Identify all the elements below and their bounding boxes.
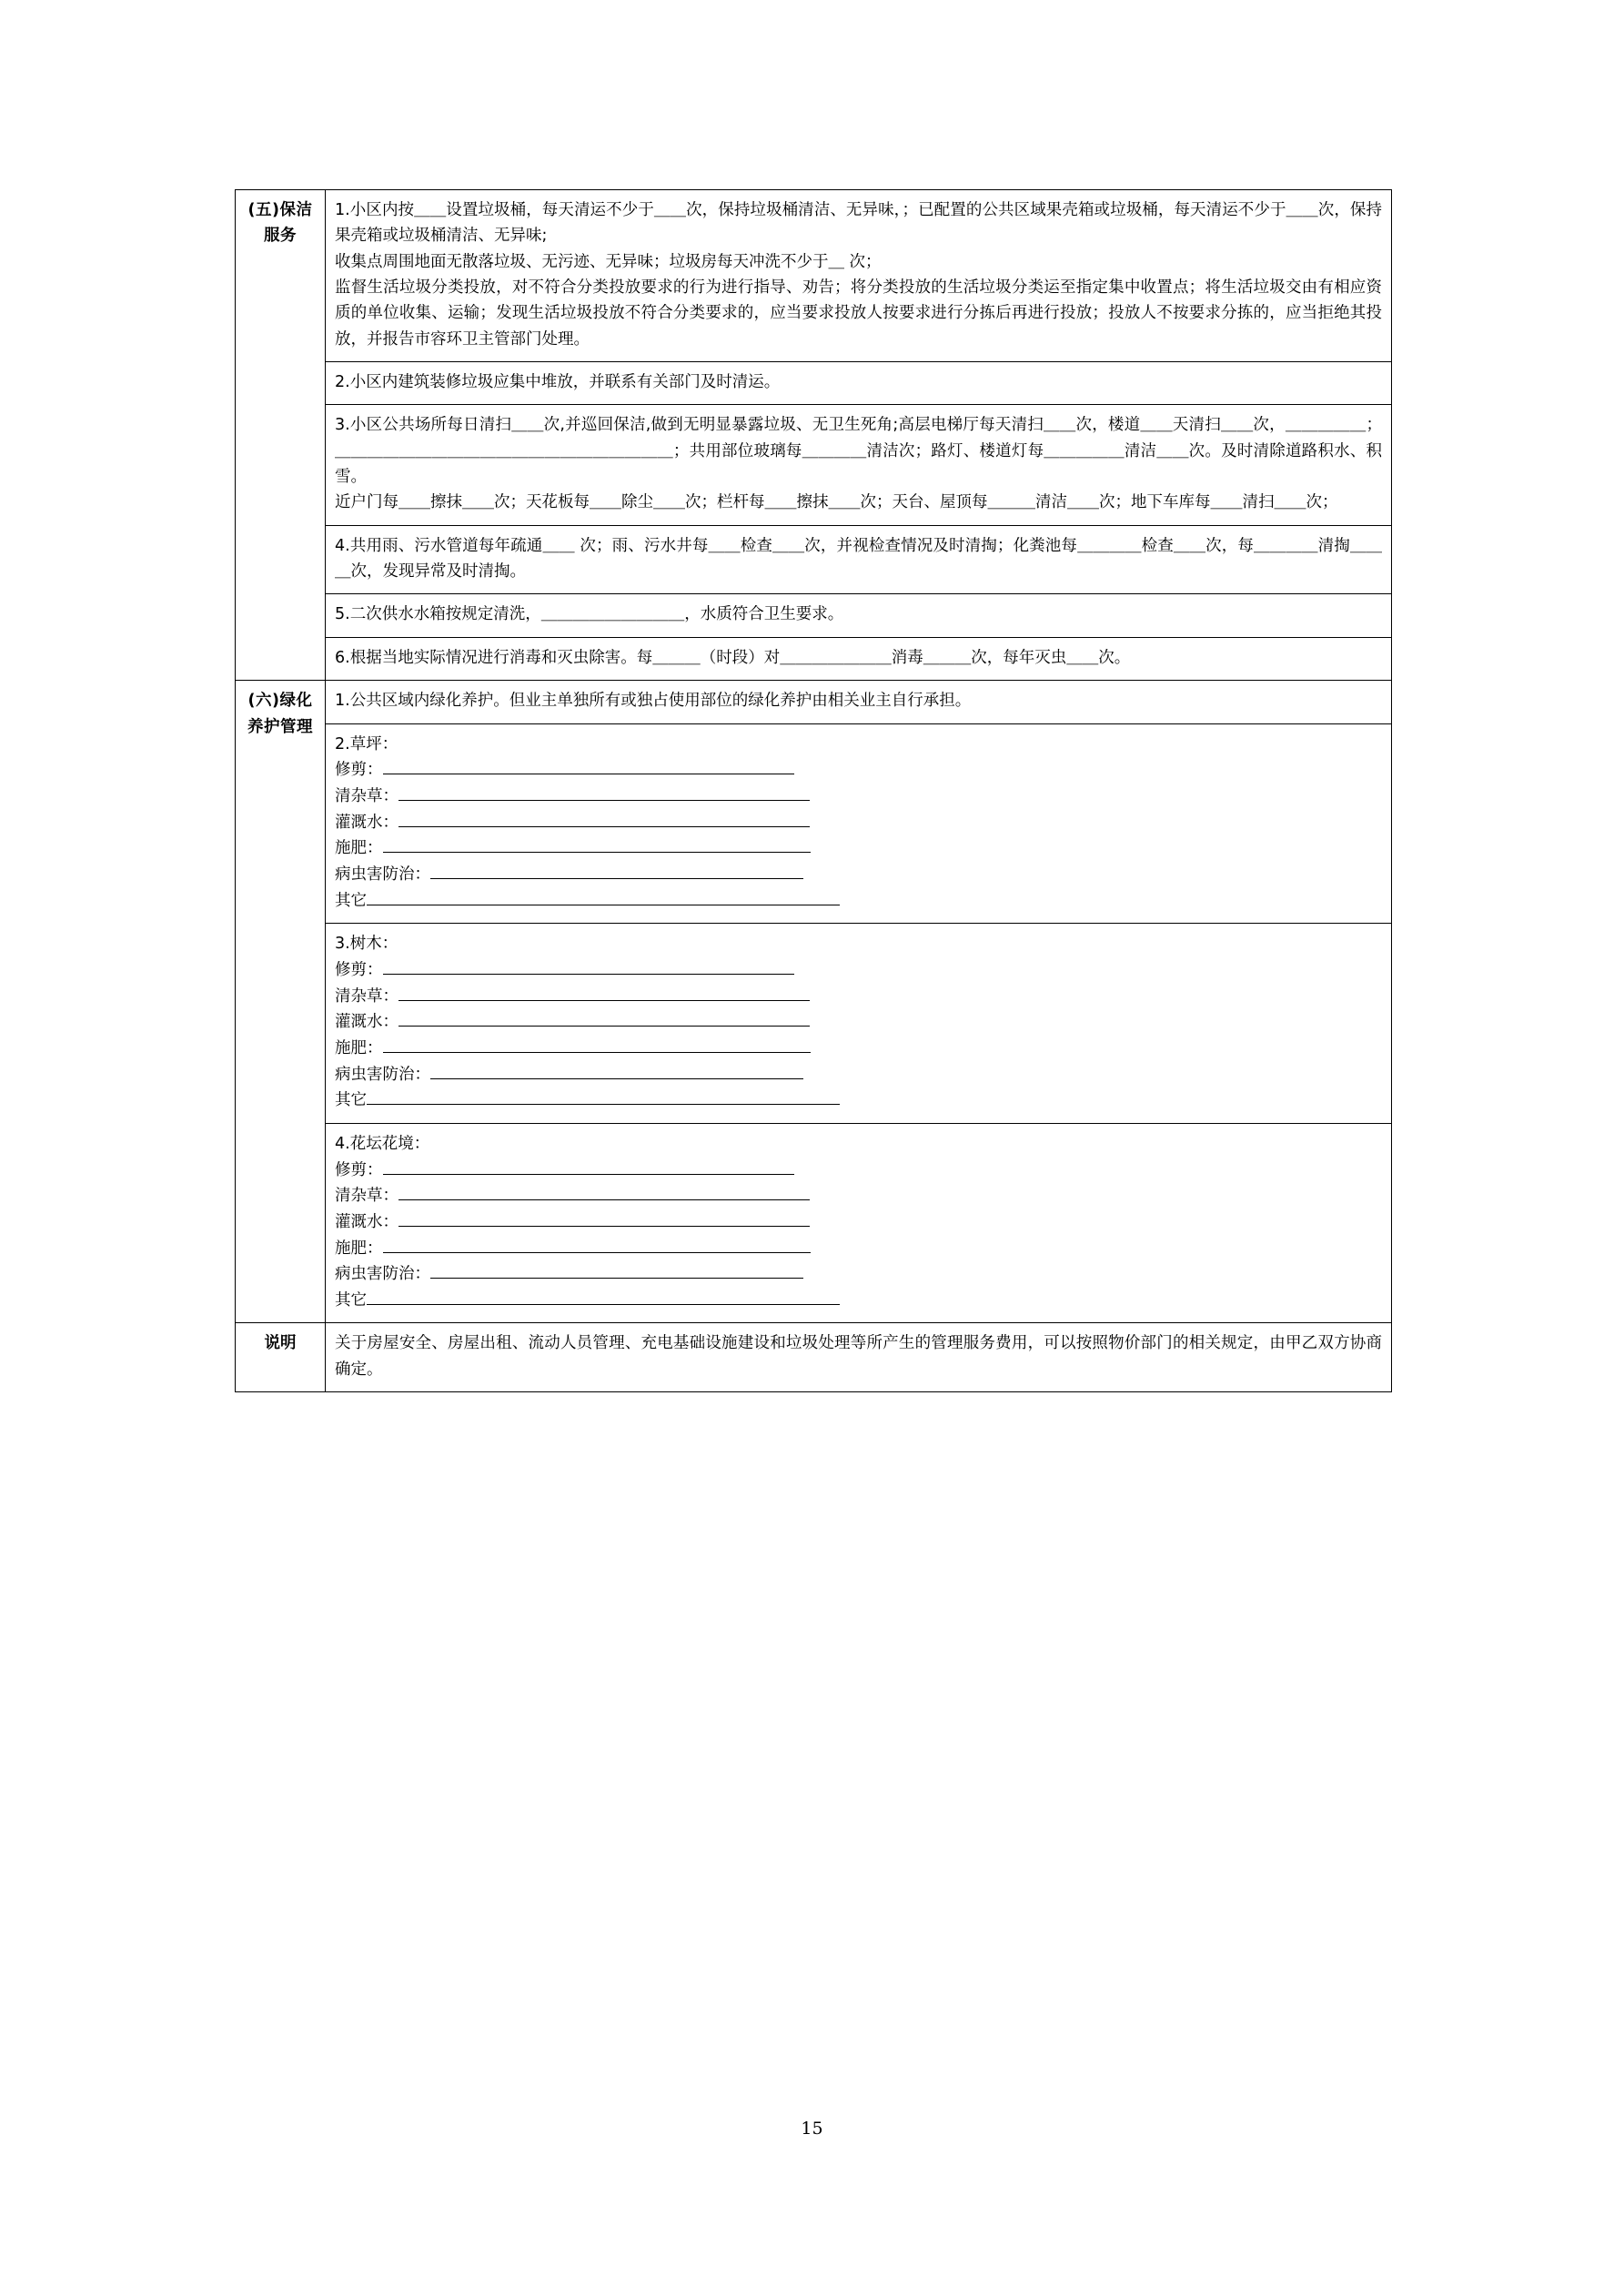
cleaning-item-3-line-2: 近户门每＿＿擦抹＿＿次；天花板每＿＿除尘＿＿次；栏杆每＿＿擦抹＿＿次；天台、屋顶每＿＿＿清洁＿＿次；地下车库每＿＿清扫＿＿次；	[335, 493, 1338, 512]
section-label-greening: (六)绿化养护管理	[236, 681, 326, 1323]
cleaning-item-2-line-1: 2.小区内建筑装修垃圾应集中堆放，并联系有关部门及时清运。	[335, 373, 781, 392]
field-blank[interactable]	[430, 862, 803, 879]
field-blank[interactable]	[398, 1009, 810, 1027]
field-label: 其它	[335, 891, 367, 910]
cleaning-item-1-line-3: 监督生活垃圾分类投放，对不符合分类投放要求的行为进行指导、劝告；将分类投放的生活垃圾分类运至指定集中收置点；将生活垃圾交由有相应资质的单位收集、运输；发现生活垃圾投放不符合分类要求的，应当要求投放人按要求进行分拣后再进行投放；投放人不按要求分拣的，应当拒绝其投放，并报告市容环卫主管部门处理。	[335, 278, 1382, 349]
cleaning-item-1	[326, 190, 1392, 362]
field-label: 清杂草：	[335, 986, 398, 1006]
service-standards-table	[235, 189, 1392, 1392]
table-row	[236, 405, 1392, 525]
greening-item-trees	[326, 924, 1392, 1124]
greening-trees-field-2	[335, 1009, 1382, 1036]
table-row	[236, 723, 1392, 924]
field-label: 灌溉水：	[335, 1013, 398, 1032]
cleaning-item-3-line-1: 3.小区公共场所每日清扫＿＿次,并巡回保洁,做到无明显暴露垃圾、无卫生死角;高层电梯厅每天清扫＿＿次，楼道＿＿天清扫＿＿次，＿＿＿＿＿；＿＿＿＿＿＿＿＿＿＿＿＿＿＿＿＿＿＿＿＿＿；共用部位玻璃每＿＿＿＿清洁次；路灯、楼道灯每＿＿＿＿＿清洁＿＿次。及时清除道路积水、积雪。	[335, 416, 1382, 487]
field-blank[interactable]	[383, 1036, 811, 1053]
cleaning-item-1-line-2: 收集点周围地面无散落垃圾、无污迹、无异味；垃圾房每天冲洗不少于＿ 次；	[335, 252, 882, 271]
greening-trees-field-1	[335, 983, 1382, 1009]
field-blank[interactable]	[398, 809, 810, 826]
field-blank[interactable]	[383, 1235, 811, 1252]
cleaning-item-2	[326, 362, 1392, 405]
greening-lawn-field-4	[335, 862, 1382, 888]
greening-item-trees-title: 3.树木：	[335, 935, 398, 954]
table-row	[236, 924, 1392, 1124]
field-label: 施肥：	[335, 1239, 383, 1258]
table-row	[236, 681, 1392, 723]
greening-lawn-field-2	[335, 809, 1382, 835]
field-label: 修剪：	[335, 960, 383, 979]
cleaning-item-4	[326, 525, 1392, 594]
greening-trees-field-4	[335, 1061, 1382, 1087]
greening-flowerbed-field-5	[335, 1288, 1382, 1314]
greening-item-1-line-1: 1.公共区域内绿化养护。但业主单独所有或独占使用部位的绿化养护由相关业主自行承担。	[335, 692, 972, 711]
greening-item-lawn	[326, 723, 1392, 924]
section-label-note: 说明	[236, 1323, 326, 1392]
field-label: 病虫害防治：	[335, 1265, 430, 1284]
greening-trees-field-3	[335, 1036, 1382, 1062]
cleaning-item-6-line-1: 6.根据当地实际情况进行消毒和灭虫除害。每＿＿＿（时段）对＿＿＿＿＿＿＿消毒＿＿＿次，每年灭虫＿＿次。	[335, 648, 1131, 667]
cleaning-item-5	[326, 594, 1392, 637]
greening-item-flowerbed-title: 4.花坛花境：	[335, 1134, 430, 1153]
field-blank[interactable]	[398, 784, 810, 801]
field-blank[interactable]	[367, 1288, 840, 1305]
field-blank[interactable]	[383, 835, 811, 853]
field-blank[interactable]	[398, 1183, 810, 1200]
cleaning-item-6	[326, 637, 1392, 680]
table-row	[236, 525, 1392, 594]
field-blank[interactable]	[430, 1061, 803, 1078]
greening-flowerbed-field-3	[335, 1235, 1382, 1261]
field-blank[interactable]	[430, 1261, 803, 1279]
cleaning-item-3	[326, 405, 1392, 525]
greening-lawn-field-1	[335, 784, 1382, 810]
field-blank[interactable]	[398, 1209, 810, 1227]
greening-trees-field-0	[335, 957, 1382, 984]
field-label: 清杂草：	[335, 786, 398, 805]
field-label: 灌溉水：	[335, 1212, 398, 1231]
field-blank[interactable]	[383, 957, 794, 975]
note-line-1: 关于房屋安全、房屋出租、流动人员管理、充电基础设施建设和垃圾处理等所产生的管理服务费用，可以按照物价部门的相关规定，由甲乙双方协商确定。	[335, 1334, 1382, 1379]
table-body	[236, 190, 1392, 1392]
greening-flowerbed-field-0	[335, 1157, 1382, 1183]
greening-item-lawn-title: 2.草坪：	[335, 734, 398, 754]
greening-trees-field-5	[335, 1087, 1382, 1114]
greening-item-flowerbed	[326, 1123, 1392, 1323]
greening-flowerbed-field-1	[335, 1183, 1382, 1209]
greening-lawn-field-5	[335, 887, 1382, 914]
field-label: 施肥：	[335, 1039, 383, 1058]
field-label: 病虫害防治：	[335, 865, 430, 885]
field-label: 修剪：	[335, 1160, 383, 1179]
field-label: 施肥：	[335, 839, 383, 858]
table-row	[236, 1123, 1392, 1323]
table-row	[236, 362, 1392, 405]
field-blank[interactable]	[367, 887, 840, 905]
cleaning-item-4-line-1: 4.共用雨、污水管道每年疏通＿＿ 次；雨、污水井每＿＿检查＿＿次，并视检查情况及时清掏；化粪池每＿＿＿＿检查＿＿次，每＿＿＿＿清掏＿＿＿次，发现异常及时清掏。	[335, 536, 1382, 582]
section-label-cleaning: (五)保洁服务	[236, 190, 326, 681]
field-blank[interactable]	[367, 1087, 840, 1105]
field-label: 其它	[335, 1291, 367, 1310]
greening-lawn-field-3	[335, 835, 1382, 862]
field-label: 清杂草：	[335, 1187, 398, 1206]
field-label: 灌溉水：	[335, 813, 398, 832]
table-row	[236, 190, 1392, 362]
greening-flowerbed-field-2	[335, 1209, 1382, 1236]
table-row	[236, 1323, 1392, 1392]
table-row	[236, 594, 1392, 637]
field-blank[interactable]	[398, 983, 810, 1000]
page-number: 15	[801, 2119, 823, 2139]
table-row	[236, 637, 1392, 680]
field-label: 其它	[335, 1091, 367, 1110]
cleaning-item-5-line-1: 5.二次供水水箱按规定清洗，＿＿＿＿＿＿＿＿＿，水质符合卫生要求。	[335, 605, 844, 624]
field-blank[interactable]	[383, 1157, 794, 1174]
field-label: 病虫害防治：	[335, 1065, 430, 1084]
field-label: 修剪：	[335, 761, 383, 780]
note-content	[326, 1323, 1392, 1392]
greening-flowerbed-field-4	[335, 1261, 1382, 1288]
field-blank[interactable]	[383, 757, 794, 774]
greening-lawn-field-0	[335, 757, 1382, 784]
greening-item-1	[326, 681, 1392, 723]
cleaning-item-1-line-1: 1.小区内按＿＿设置垃圾桶，每天清运不少于＿＿次，保持垃圾桶清洁、无异味，；已配置的公共区域果壳箱或垃圾桶，每天清运不少于＿＿次，保持果壳箱或垃圾桶清洁、无异味;	[335, 201, 1382, 246]
